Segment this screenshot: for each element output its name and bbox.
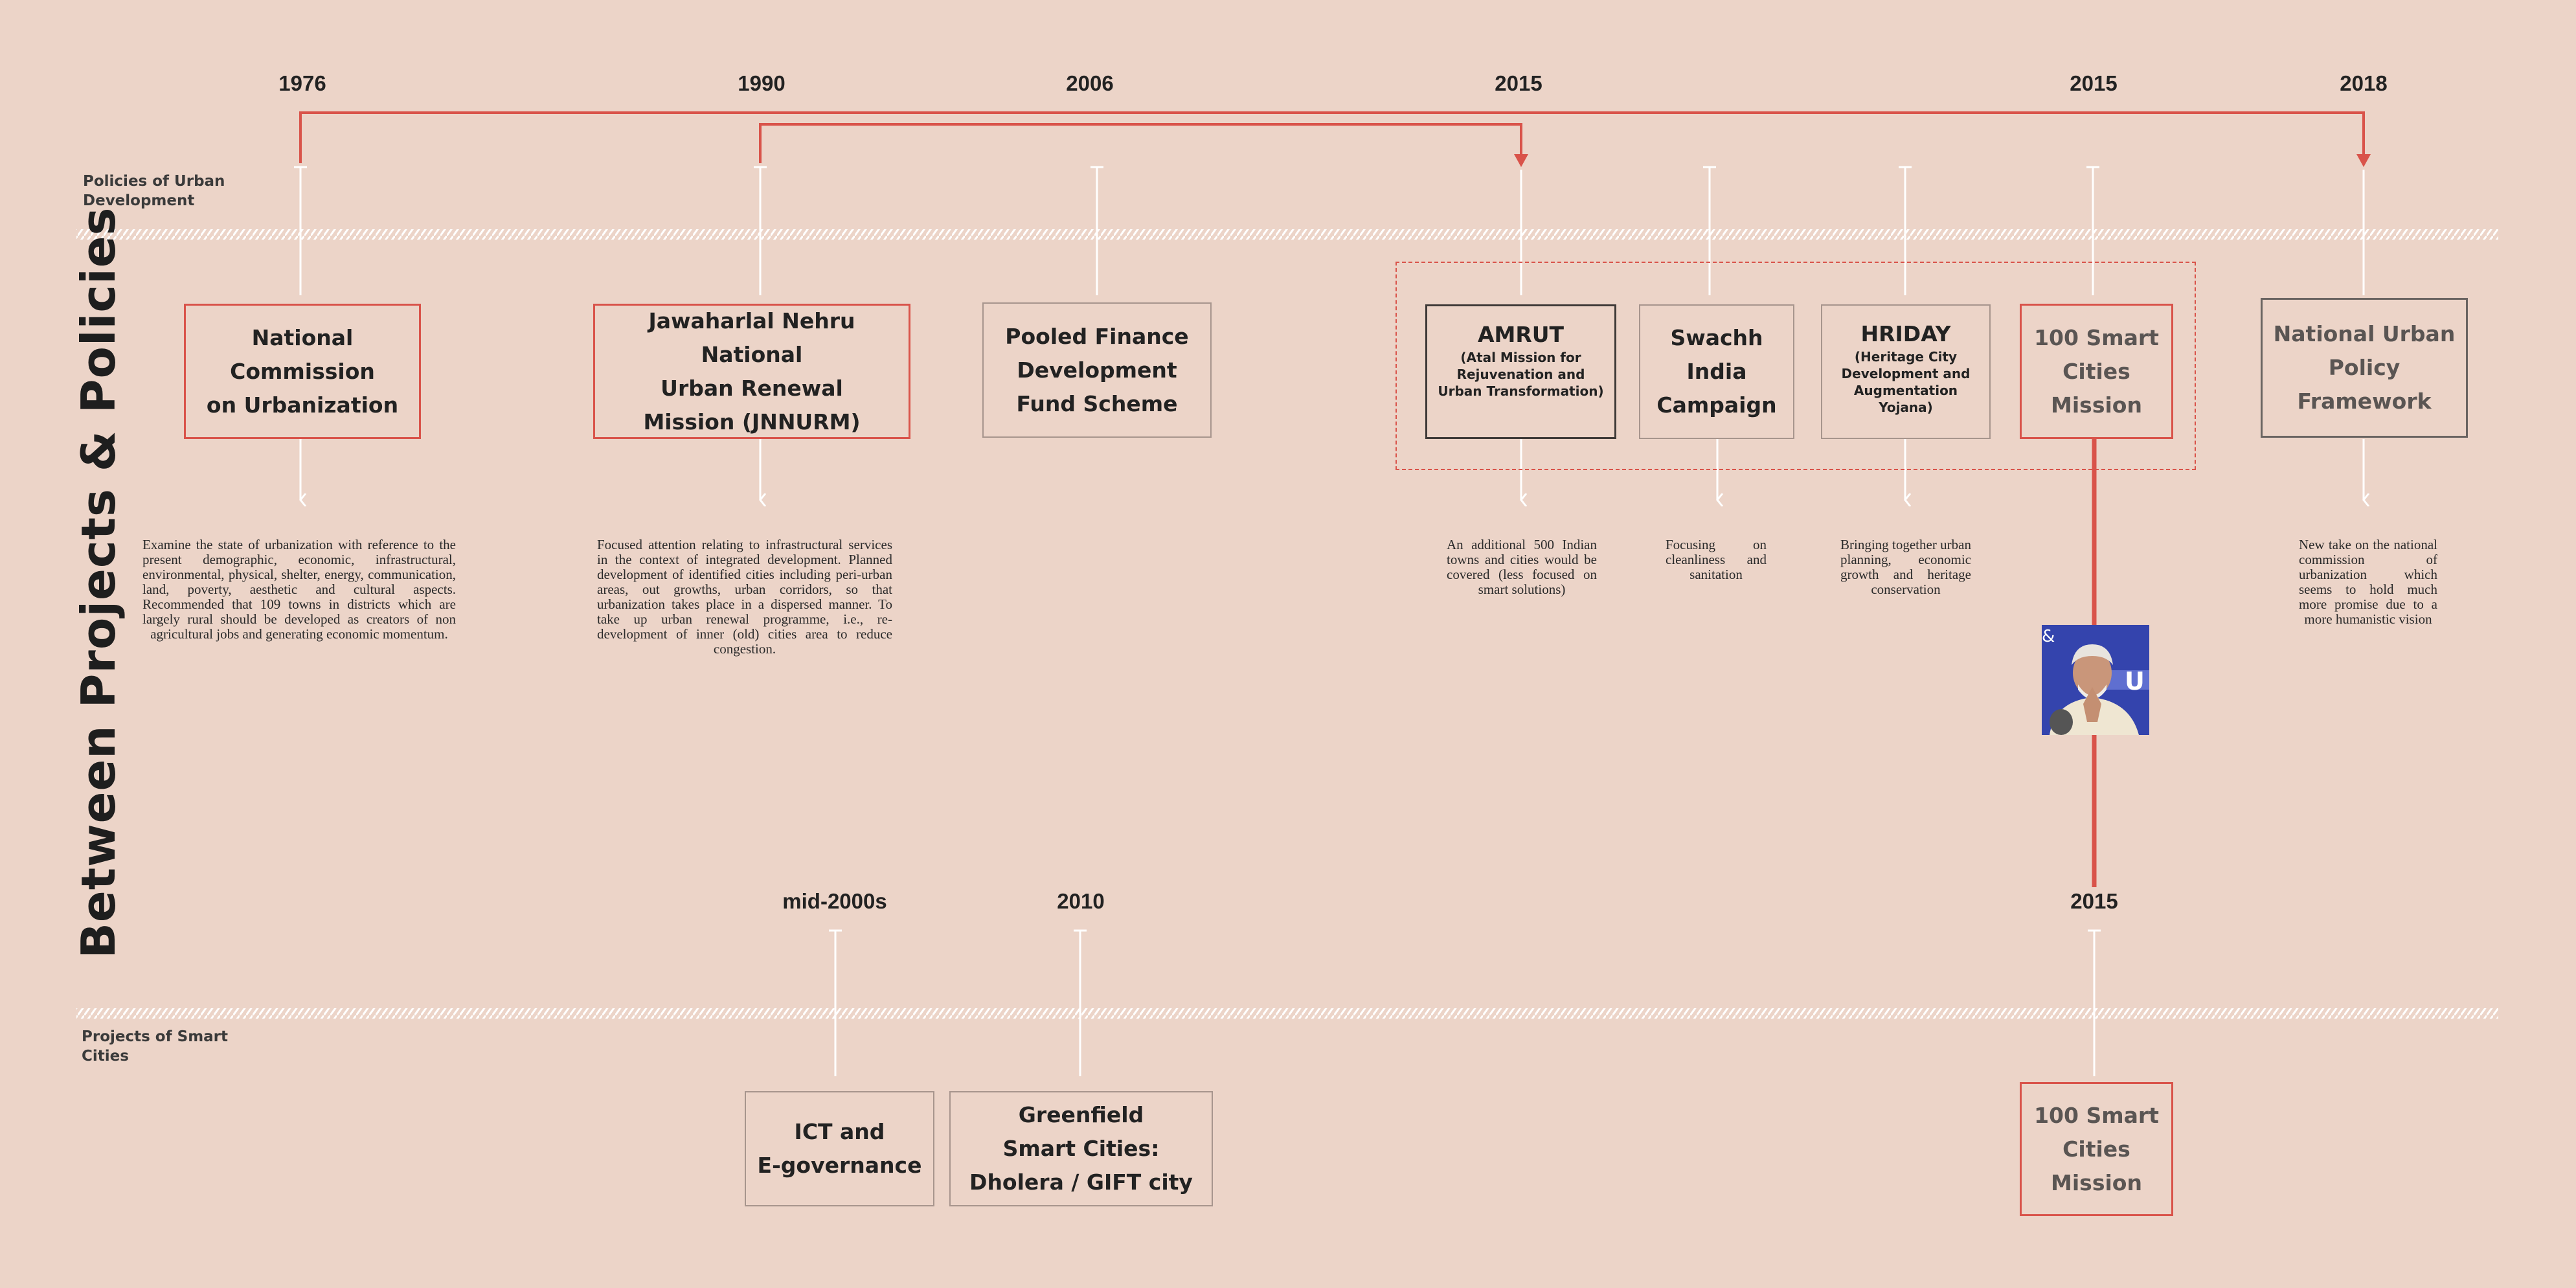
policy-box-hriday[interactable] bbox=[1821, 304, 1991, 439]
box-line: Mission bbox=[2051, 1169, 2142, 1195]
box-line: Campaign bbox=[1656, 392, 1777, 418]
box-line: Mission bbox=[2051, 392, 2142, 418]
year-2018: 2018 bbox=[2340, 71, 2388, 95]
box-line: Mission (JNNURM) bbox=[643, 409, 861, 435]
policy-box-jnnurm[interactable] bbox=[593, 304, 910, 439]
project-box-greenfield[interactable] bbox=[949, 1091, 1213, 1206]
box-line: Greenfield bbox=[1018, 1102, 1144, 1127]
arrowhead-2015 bbox=[1514, 154, 1528, 167]
svg-text:U: U bbox=[2125, 667, 2145, 695]
description-ncu: Examine the state of urbanization with reference to the present demographic, economic, infrastructural, environmental, physical, shelter, energy, communication, land, poverty, aesthetic and cultural aspects. Recommended that 109 towns in districts which are largely rural should be developed as creators of non agricultural jobs and generating economic momentum. bbox=[142, 537, 456, 642]
year-mid-2000s: mid-2000s bbox=[782, 889, 887, 913]
box-line: Smart Cities: bbox=[1002, 1136, 1160, 1161]
projects-track-label: Projects of Smart Cities bbox=[82, 1028, 229, 1065]
box-line: Urban Renewal bbox=[661, 375, 843, 401]
portrait-photo bbox=[2042, 625, 2149, 735]
box-line: on Urbanization bbox=[206, 392, 399, 418]
year-1990: 1990 bbox=[738, 71, 785, 95]
projects-axis bbox=[76, 1008, 2498, 1019]
box-line: Fund Scheme bbox=[1016, 390, 1178, 416]
box-line: Cities bbox=[2062, 1136, 2130, 1162]
box-line: Policy bbox=[2328, 355, 2401, 380]
year-2010: 2010 bbox=[1057, 889, 1105, 913]
box-line: National bbox=[251, 324, 354, 350]
policy-box-nupf[interactable] bbox=[2261, 298, 2468, 438]
box-line: Cities bbox=[2062, 358, 2130, 384]
box-line: 100 Smart bbox=[2034, 1102, 2159, 1128]
box-line: Commission bbox=[230, 358, 375, 384]
year-1976: 1976 bbox=[278, 71, 326, 95]
box-line: E-governance bbox=[757, 1153, 922, 1178]
policy-box-pooled-finance[interactable] bbox=[982, 302, 1212, 438]
page-title: Between Projects & Policies bbox=[71, 207, 126, 958]
portrait-illustration bbox=[2042, 625, 2149, 735]
box-title: HRIDAY bbox=[1860, 321, 1951, 346]
policy-box-swachh[interactable] bbox=[1639, 304, 1794, 439]
box-line: Development bbox=[1017, 357, 1177, 383]
box-title: AMRUT bbox=[1477, 322, 1565, 347]
box-line: India bbox=[1686, 359, 1747, 384]
policy-box-ncu[interactable] bbox=[184, 304, 421, 439]
description-swachh: Focusing on cleanliness and sanitation bbox=[1666, 537, 1767, 582]
policy-box-amrut[interactable] bbox=[1425, 304, 1616, 439]
project-box-ict[interactable] bbox=[745, 1091, 934, 1206]
box-line: Framework bbox=[2297, 389, 2432, 414]
box-line: Dholera / GIFT city bbox=[969, 1169, 1193, 1195]
box-line: ICT and bbox=[794, 1119, 885, 1144]
year-2015-amrut: 2015 bbox=[1495, 71, 1542, 95]
box-line: 100 Smart bbox=[2034, 324, 2159, 350]
description-hriday: Bringing together urban planning, economic growth and heritage conservation bbox=[1840, 537, 1971, 597]
box-line: Jawaharlal Nehru National bbox=[648, 308, 855, 367]
policies-track-label: Policies of Urban Development bbox=[83, 173, 225, 209]
year-2015-smart-cities: 2015 bbox=[2070, 71, 2118, 95]
svg-text:&: & bbox=[2042, 627, 2055, 646]
policies-axis bbox=[76, 229, 2498, 240]
box-line: Pooled Finance bbox=[1005, 323, 1189, 349]
arrowhead-2018 bbox=[2356, 154, 2371, 167]
description-nupf: New take on the national commission of urbanization which seems to hold much more promise due to a more humanistic vision bbox=[2299, 537, 2437, 627]
project-box-smart-cities[interactable] bbox=[2020, 1082, 2173, 1216]
project-stems bbox=[829, 931, 2101, 1076]
description-amrut: An additional 500 Indian towns and cities would be covered (less focused on smart solutions) bbox=[1447, 537, 1597, 597]
year-2006: 2006 bbox=[1066, 71, 1114, 95]
box-line: Swachh bbox=[1670, 325, 1763, 350]
box-line: National Urban bbox=[2273, 321, 2456, 346]
box-subtitle: (Heritage City Development and Augmentation Yojana) bbox=[1841, 349, 1971, 415]
policy-link-arrows bbox=[300, 113, 2364, 163]
policy-box-smart-cities[interactable] bbox=[2020, 304, 2173, 439]
year-2015-projects: 2015 bbox=[2070, 889, 2118, 913]
box-subtitle: (Atal Mission for Rejuvenation and Urban Transformation) bbox=[1438, 350, 1604, 399]
description-jnnurm: Focused attention relating to infrastructural services in the context of integrated development. Planned development of identified cities including peri-urban areas, out growths, urban corridors, so that urbanization takes place in a dispersed manner. To take up urban renewal programme, i.e., re-development of inner (old) cities area to reduce congestion. bbox=[597, 537, 892, 657]
